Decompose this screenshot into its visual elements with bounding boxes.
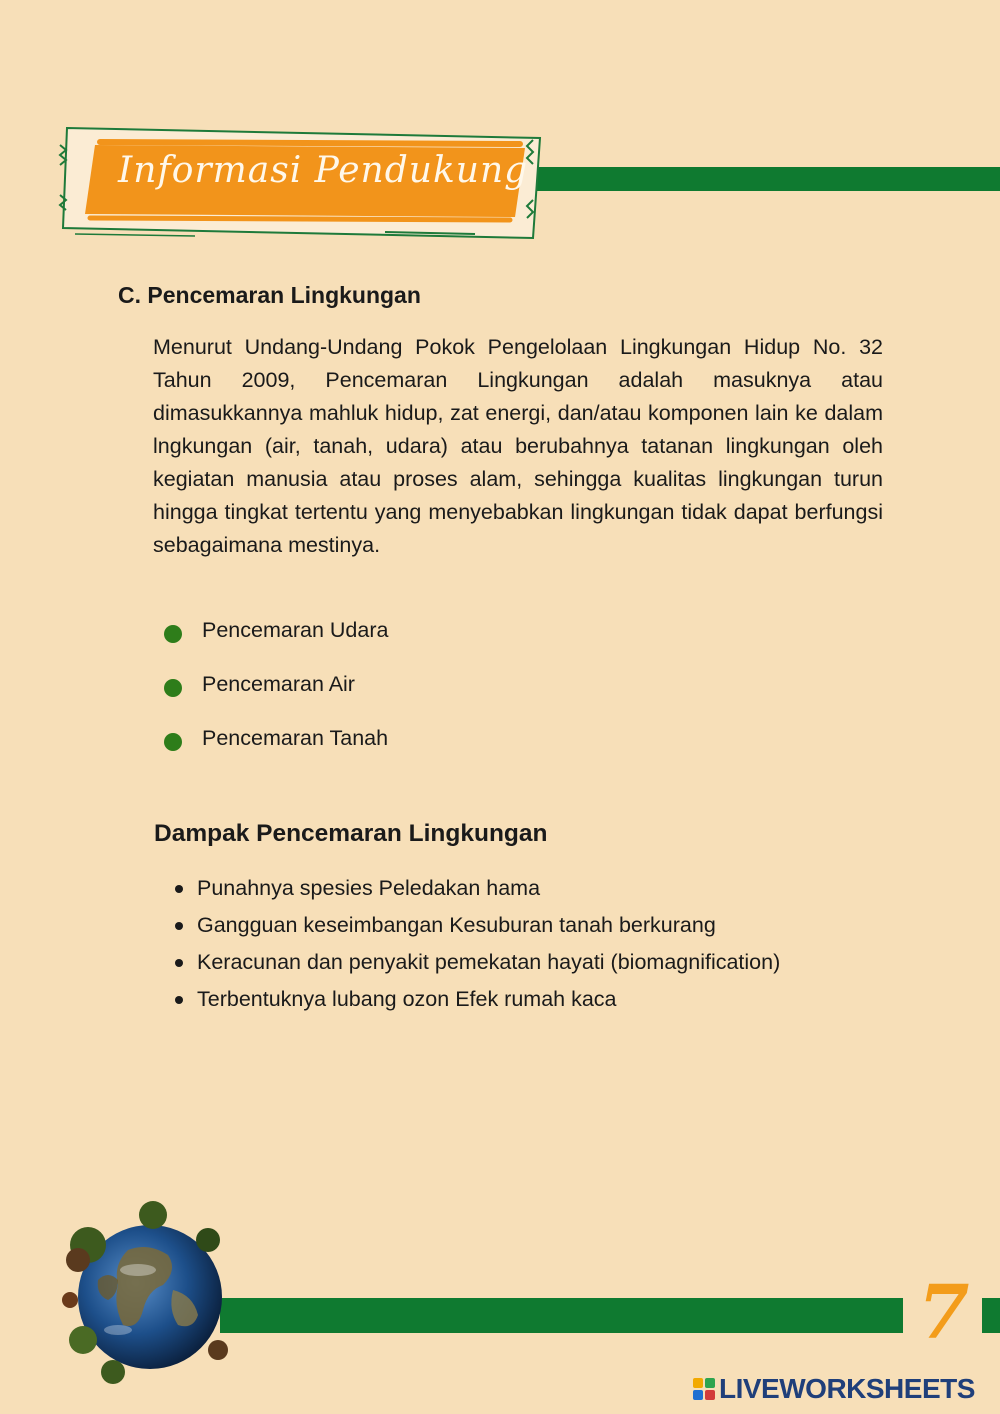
watermark-text: LIVEWORKSHEETS: [719, 1373, 975, 1404]
green-bullet-icon: [164, 625, 182, 643]
list-item-label: Terbentuknya lubang ozon Efek rumah kaca: [197, 987, 617, 1011]
globe-illustration-icon: [58, 1200, 238, 1385]
page-number: 7: [918, 1270, 970, 1356]
list-item-label: Punahnya spesies Peledakan hama: [197, 876, 541, 900]
bullet-icon: [175, 959, 183, 967]
bullet-icon: [175, 922, 183, 930]
definition-paragraph: Menurut Undang-Undang Pokok Pengelolaan Lingkungan Hidup No. 32 Tahun 2009, Pencemaran Lingkungan adalah masuknya atau dimasukkannya mahluk hidup, zat energi, dan/atau komponen lain ke dalam lngkungan (air, tanah, udara) atau berubahnya tatanan lingkungan oleh kegiatan manusia atau proses alam, sehingga kualitas lingkungan turun hingga tingkat tertentu yang menyebabkan lingkungan tidak dapat berfungsi sebagaimana mestinya.: [153, 335, 883, 557]
list-item-label: Pencemaran Udara: [202, 618, 389, 642]
green-bullet-icon: [164, 679, 182, 697]
footer-green-bar: [220, 1298, 903, 1333]
list-item-label: Keracunan dan penyakit pemekatan hayati (biomagnification): [197, 950, 781, 974]
bullet-icon: [175, 996, 183, 1004]
section-heading: C. Pencemaran Lingkungan: [118, 282, 421, 308]
header-green-bar: [520, 167, 1000, 191]
green-bullet-icon: [164, 733, 182, 751]
banner-title: Informasi Pendukung: [118, 150, 529, 191]
impacts-heading: Dampak Pencemaran Lingkungan: [154, 820, 548, 847]
list-item-label: Gangguan keseimbangan Kesuburan tanah berkurang: [197, 913, 716, 937]
list-item-label: Pencemaran Air: [202, 672, 355, 696]
liveworksheets-watermark: [693, 1372, 975, 1406]
liveworksheets-logo-icon: [693, 1378, 715, 1400]
footer-green-bar-end: [982, 1298, 1000, 1333]
list-item-label: Pencemaran Tanah: [202, 726, 389, 750]
bullet-icon: [175, 885, 183, 893]
